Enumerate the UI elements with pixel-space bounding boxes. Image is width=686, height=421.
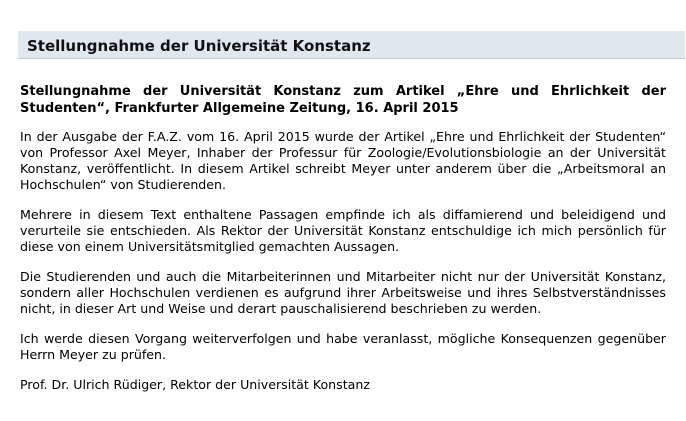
page-header <box>18 31 685 59</box>
page-title: Stellungnahme der Universität Konstanz <box>27 37 371 55</box>
article-paragraph: Mehrere in diesem Text enthaltene Passagen empfinde ich als diffamierend und beleidigend und verurteile sie entschieden. Als Rektor der Universität Konstanz entschuldige ich mich persönlich für diese von einem Universitätsmitglied gemachten Aussagen. <box>20 207 666 254</box>
article-paragraph: In der Ausgabe der F.A.Z. vom 16. April 2015 wurde der Artikel „Ehre und Ehrlichkeit der Studenten“ von Professor Axel Meyer, Inhaber der Professur für Zoologie/Evolutionsbiologie an der Universität Konstanz, veröffentlicht. In diesem Artikel schreibt Meyer unter anderem über die „Arbeitsmoral an Hochschulen“ von Studierenden. <box>20 129 666 192</box>
article-signature: Prof. Dr. Ulrich Rüdiger, Rektor der Universität Konstanz <box>20 377 370 392</box>
article-paragraph: Die Studierenden und auch die Mitarbeiterinnen und Mitarbeiter nicht nur der Universität Konstanz, sondern aller Hochschulen verdienen es aufgrund ihrer Arbeitsweise und ihres Selbstverständnisses nicht, in dieser Art und Weise und derart pauschalisierend beschrieben zu werden. <box>20 269 666 316</box>
article-paragraph: Ich werde diesen Vorgang weiterverfolgen und habe veranlasst, mögliche Konsequenzen gegenüber Herrn Meyer zu prüfen. <box>20 331 666 362</box>
article-headline: Stellungnahme der Universität Konstanz zum Artikel „Ehre und Ehrlichkeit der Studenten“, Frankfurter Allgemeine Zeitung, 16. April 2015 <box>20 84 666 116</box>
article-body <box>20 83 666 393</box>
